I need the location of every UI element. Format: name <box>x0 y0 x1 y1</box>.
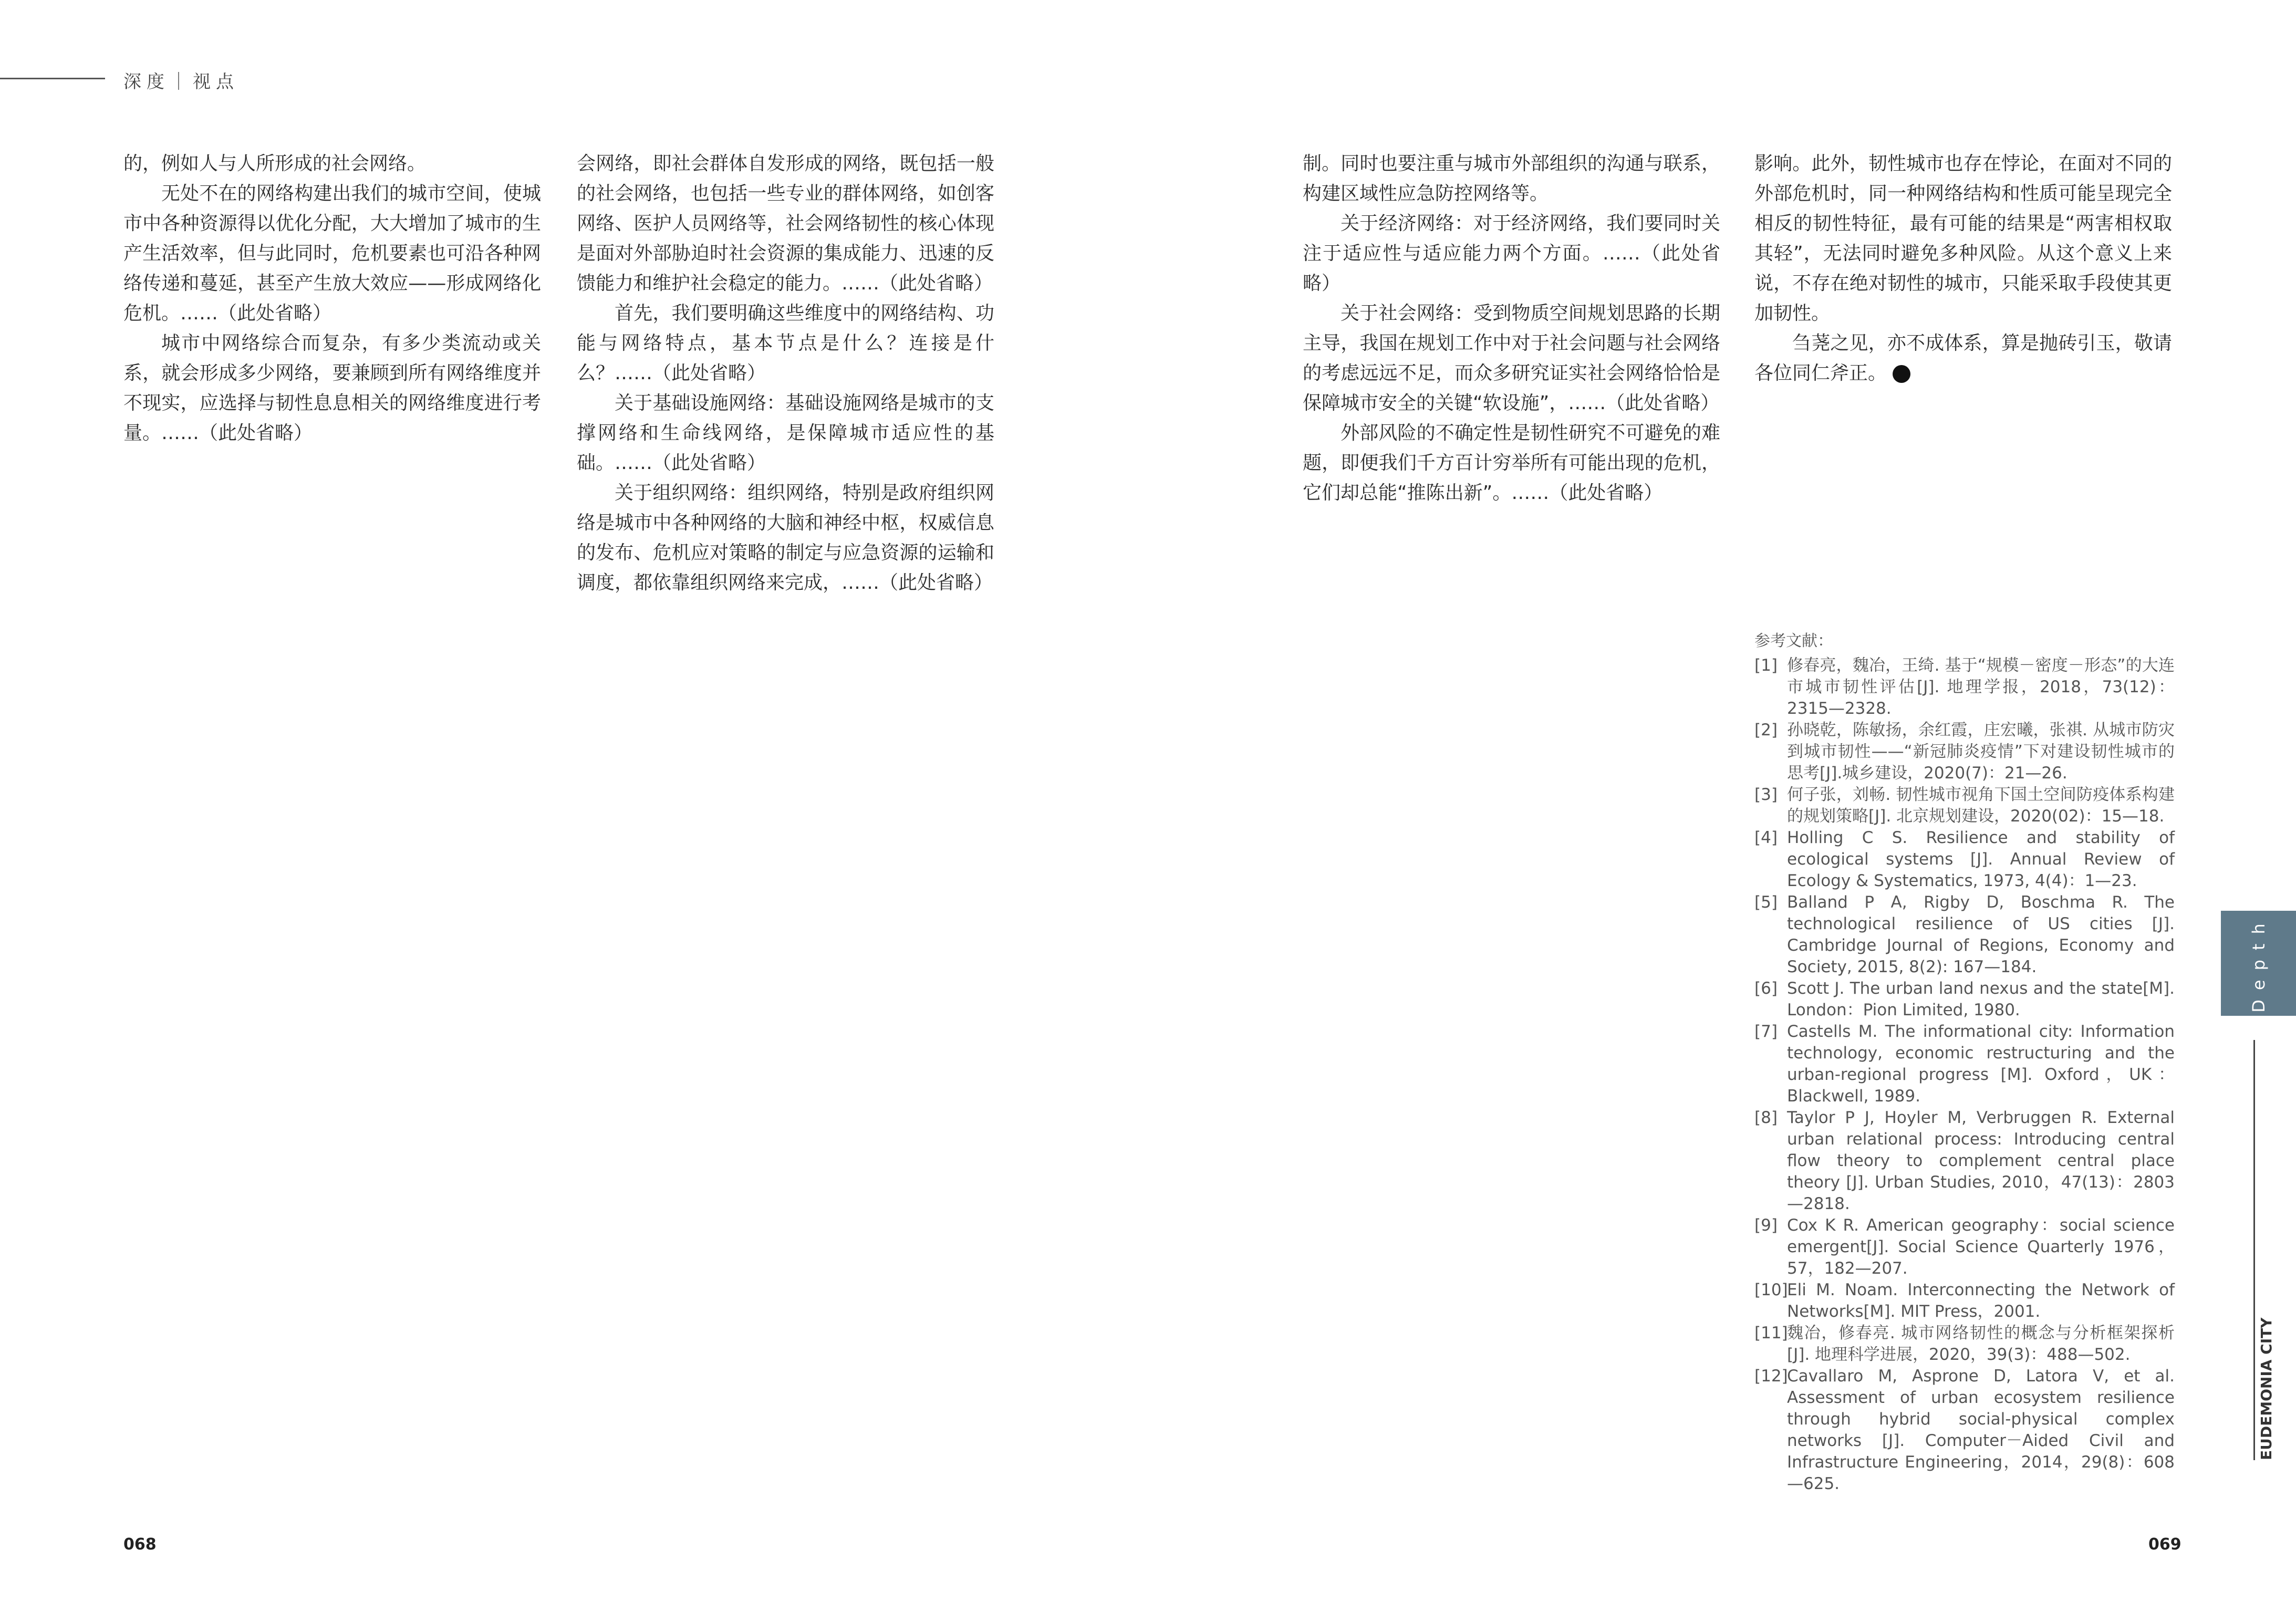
column-3 <box>1303 149 1720 508</box>
side-label-text: EUDEMONIA CITY <box>2258 1317 2275 1460</box>
paragraph: 影响。此外，韧性城市也存在悖论，在面对不同的外部危机时，同一种网络结构和性质可能呈现完全相反的韧性特征，最有可能的结果是“两害相权取其轻”，无法同时避免多种风险。从这个意义上来说，不存在绝对韧性的城市，只能采取手段使其更加韧性。 <box>1754 153 2172 324</box>
reference-number: [12] <box>1754 1367 1788 1386</box>
reference-number: [2] <box>1754 721 1778 740</box>
side-tab-label: Depth <box>2248 914 2269 1013</box>
reference-number: [1] <box>1754 656 1778 675</box>
header-rule <box>0 78 105 79</box>
reference-text: 魏冶，修春亮. 城市网络韧性的概念与分析框架探析[J]. 地理科学进展，2020，39(3)：488—502. <box>1787 1324 2175 1364</box>
reference-item <box>1754 1107 2175 1215</box>
paragraph: 无处不在的网络构建出我们的城市空间，使城市中各种资源得以优化分配，大大增加了城市的生产生活效率，但与此同时，危机要素也可沿各种网络传递和蔓延，甚至产生放大效应——形成网络化危机。……（此处省略） <box>123 183 541 324</box>
reference-item <box>1754 1279 2175 1323</box>
closing-text: 刍荛之见，亦不成体系，算是抛砖引玉，敬请各位同仁斧正。 <box>1754 332 2172 384</box>
reference-list <box>1754 655 2175 1495</box>
reference-item <box>1754 1215 2175 1279</box>
reference-text: 孙晓乾，陈敏扬，余红霞，庄宏曦，张祺. 从城市防灾到城市韧性——“新冠肺炎疫情”下对建设韧性城市的思考[J].城乡建设，2020(7)：21—26. <box>1787 721 2175 783</box>
reference-number: [7] <box>1754 1022 1778 1041</box>
references <box>1754 630 2175 1495</box>
page-number-right: 069 <box>2148 1535 2181 1554</box>
reference-item <box>1754 1021 2175 1107</box>
paragraph: 外部风险的不确定性是韧性研究不可避免的难题，即便我们千方百计穷举所有可能出现的危机，它们却总能“推陈出新”。……（此处省略） <box>1303 422 1720 504</box>
paragraph: 首先，我们要明确这些维度中的网络结构、功能与网络特点，基本节点是什么？连接是什么？……（此处省略） <box>577 303 994 384</box>
side-tab <box>2221 911 2296 1016</box>
paragraph <box>1754 328 2172 388</box>
page-number-left: 068 <box>123 1535 157 1554</box>
reference-number: [9] <box>1754 1216 1778 1235</box>
paragraph: 的，例如人与人所形成的社会网络。 <box>123 153 427 174</box>
reference-number: [4] <box>1754 828 1778 847</box>
paragraph: 关于基础设施网络：基础设施网络是城市的支撑网络和生命线网络，是保障城市适应性的基础。……（此处省略） <box>577 392 994 474</box>
column-2 <box>577 149 994 598</box>
reference-number: [8] <box>1754 1108 1778 1127</box>
reference-number: [3] <box>1754 785 1778 804</box>
reference-text: Holling C S. Resilience and stability of ecological systems [J]. Annual Review of Ecology & Systematics, 1973, 4(4)：1—23. <box>1787 828 2175 890</box>
reference-text: Scott J. The urban land nexus and the state[M]. London：Pion Limited, 1980. <box>1787 979 2175 1019</box>
reference-text: Cox K R. American geography：social science emergent[J]. Social Science Quarterly 1976，57，182—207. <box>1787 1216 2175 1278</box>
reference-item <box>1754 655 2175 720</box>
paragraph: 关于组织网络：组织网络，特别是政府组织网络是城市中各种网络的大脑和神经中枢，权威信息的发布、危机应对策略的制定与应急资源的运输和调度，都依靠组织网络来完成，……（此处省略） <box>577 482 994 594</box>
paragraph: 关于经济网络：对于经济网络，我们要同时关注于适应性与适应能力两个方面。……（此处省略） <box>1303 213 1720 294</box>
reference-number: [5] <box>1754 893 1778 912</box>
reference-number: [10] <box>1754 1281 1788 1299</box>
reference-item <box>1754 1323 2175 1366</box>
reference-number: [11] <box>1754 1324 1788 1343</box>
reference-item <box>1754 720 2175 784</box>
references-title: 参考文献： <box>1754 632 1833 650</box>
reference-text: Castells M. The informational city: Information technology, economic restructuring and the urban-regional progress [M]. Oxford，UK：Blackwell, 1989. <box>1787 1022 2175 1106</box>
reference-text: Balland P A, Rigby D, Boschma R. The technological resilience of US cities [J]. Cambridge Journal of Regions, Economy and Society, 2015, 8(2): 167—184. <box>1787 893 2175 976</box>
end-mark-icon: E <box>1893 365 1910 383</box>
side-rule <box>2253 1040 2255 1460</box>
reference-text: Taylor P J, Hoyler M, Verbruggen R. External urban relational process: Introducing central flow theory to complement central place theory [J]. Urban Studies, 2010，47(13)：2803—2818. <box>1787 1108 2175 1213</box>
paragraph: 关于社会网络：受到物质空间规划思路的长期主导，我国在规划工作中对于社会问题与社会网络的考虑远远不足，而众多研究证实社会网络恰恰是保障城市安全的关键“软设施”，……（此处省略） <box>1303 303 1720 414</box>
reference-item <box>1754 784 2175 827</box>
column-4 <box>1754 149 2172 388</box>
reference-text: Cavallaro M, Asprone D, Latora V, et al. Assessment of urban ecosystem resilience through hybrid social-physical complex networks [J]. Computer－Aided Civil and Infrastructure Engineering，2014，29(8)：608—625. <box>1787 1367 2175 1493</box>
reference-item <box>1754 1366 2175 1495</box>
reference-item <box>1754 892 2175 978</box>
reference-number: [6] <box>1754 979 1778 998</box>
paragraph: 城市中网络综合而复杂，有多少类流动或关系，就会形成多少网络，要兼顾到所有网络维度并不现实，应选择与韧性息息相关的网络维度进行考量。……（此处省略） <box>123 332 541 444</box>
reference-text: 修春亮，魏冶，王绮. 基于“规模－密度－形态”的大连市城市韧性评估[J]. 地理学报，2018，73(12)：2315—2328. <box>1787 656 2175 718</box>
paragraph: 制。同时也要注重与城市外部组织的沟通与联系，构建区域性应急防控网络等。 <box>1303 153 1720 204</box>
reference-text: 何子张，刘畅. 韧性城市视角下国土空间防疫体系构建的规划策略[J]. 北京规划建设，2020(02)：15—18. <box>1787 785 2175 826</box>
reference-item <box>1754 978 2175 1021</box>
column-1 <box>123 149 541 448</box>
reference-item <box>1754 827 2175 892</box>
reference-text: Eli M. Noam. Interconnecting the Network of Networks[M]. MIT Press，2001. <box>1787 1281 2175 1321</box>
paragraph: 会网络，即社会群体自发形成的网络，既包括一般的社会网络，也包括一些专业的群体网络，如创客网络、医护人员网络等，社会网络韧性的核心体现是面对外部胁迫时社会资源的集成能力、迅速的反馈能力和维护社会稳定的能力。……（此处省略） <box>577 153 994 294</box>
section-header: 深度｜视点 <box>123 71 239 92</box>
